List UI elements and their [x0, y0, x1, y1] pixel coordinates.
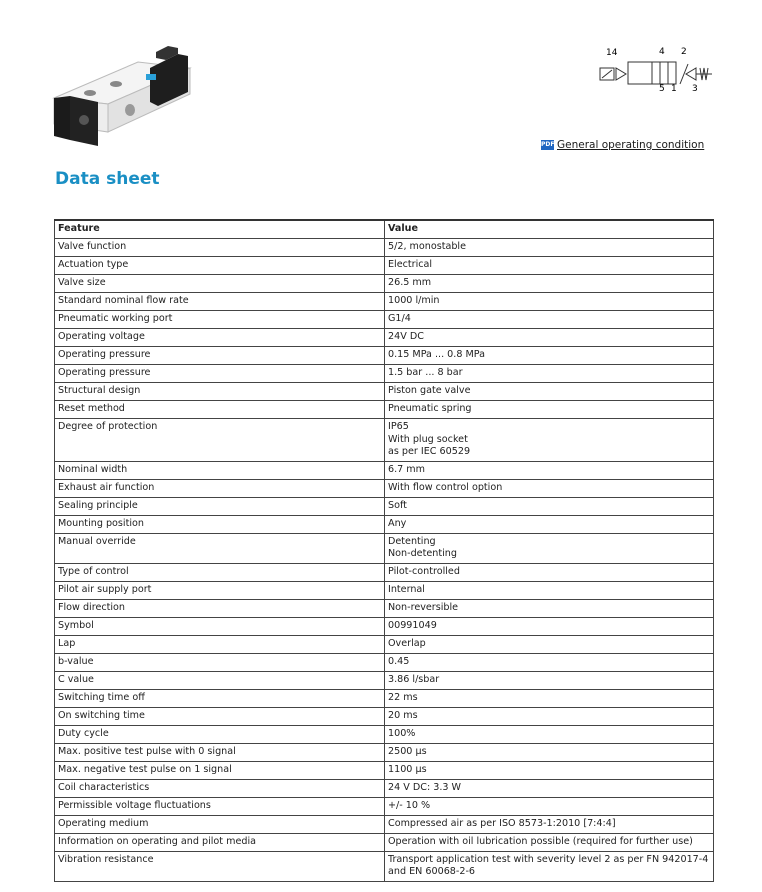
value-cell: Transport application test with severity level 2 as per FN 942017-4 and EN 60068-2-6	[385, 851, 714, 881]
feature-cell: Type of control	[55, 563, 385, 581]
table-row	[55, 743, 714, 761]
table-row	[55, 347, 714, 365]
port-label-4: 4	[659, 47, 665, 57]
table-header-row	[55, 220, 714, 239]
general-operating-condition-link-group[interactable]	[541, 139, 704, 151]
value-cell: Non-reversible	[385, 599, 714, 617]
data-sheet-table	[54, 219, 714, 882]
feature-cell: Nominal width	[55, 461, 385, 479]
value-cell: Compressed air as per ISO 8573-1:2010 [7:4:4]	[385, 815, 714, 833]
table-row	[55, 515, 714, 533]
port-label-2: 2	[681, 47, 687, 57]
feature-cell: b-value	[55, 653, 385, 671]
table-row	[55, 293, 714, 311]
feature-cell: Symbol	[55, 617, 385, 635]
value-cell: Piston gate valve	[385, 383, 714, 401]
feature-cell: Coil characteristics	[55, 779, 385, 797]
table-row	[55, 581, 714, 599]
table-row	[55, 635, 714, 653]
value-cell: 2500 µs	[385, 743, 714, 761]
feature-cell: Pneumatic working port	[55, 311, 385, 329]
column-header-feature: Feature	[55, 220, 385, 239]
value-cell: 24V DC	[385, 329, 714, 347]
value-cell: 3.86 l/sbar	[385, 671, 714, 689]
value-cell: Overlap	[385, 635, 714, 653]
valve-symbol-diagram	[596, 44, 716, 94]
table-row	[55, 329, 714, 347]
value-cell: Soft	[385, 497, 714, 515]
table-row	[55, 761, 714, 779]
value-cell: 22 ms	[385, 689, 714, 707]
value-cell: 1100 µs	[385, 761, 714, 779]
value-cell: 0.15 MPa ... 0.8 MPa	[385, 347, 714, 365]
table-row	[55, 725, 714, 743]
table-row	[55, 365, 714, 383]
value-cell: 1000 l/min	[385, 293, 714, 311]
value-cell: +/- 10 %	[385, 797, 714, 815]
feature-cell: Information on operating and pilot media	[55, 833, 385, 851]
value-cell: 5/2, monostable	[385, 239, 714, 257]
table-row	[55, 461, 714, 479]
feature-cell: C value	[55, 671, 385, 689]
table-row	[55, 383, 714, 401]
value-cell: Electrical	[385, 257, 714, 275]
table-row	[55, 479, 714, 497]
feature-cell: Switching time off	[55, 689, 385, 707]
table-row	[55, 833, 714, 851]
table-row	[55, 563, 714, 581]
product-image	[50, 40, 200, 150]
feature-cell: Reset method	[55, 401, 385, 419]
value-cell: 6.7 mm	[385, 461, 714, 479]
table-body	[55, 239, 714, 882]
feature-cell: Degree of protection	[55, 419, 385, 462]
table-row	[55, 311, 714, 329]
feature-cell: On switching time	[55, 707, 385, 725]
feature-cell: Exhaust air function	[55, 479, 385, 497]
table-row	[55, 275, 714, 293]
feature-cell: Sealing principle	[55, 497, 385, 515]
table-row	[55, 401, 714, 419]
table-row	[55, 689, 714, 707]
table-row	[55, 779, 714, 797]
feature-cell: Manual override	[55, 533, 385, 563]
table-row	[55, 653, 714, 671]
feature-cell: Valve size	[55, 275, 385, 293]
feature-cell: Operating pressure	[55, 365, 385, 383]
table-row	[55, 257, 714, 275]
value-cell: 00991049	[385, 617, 714, 635]
table-row	[55, 617, 714, 635]
value-cell: Any	[385, 515, 714, 533]
table-row	[55, 671, 714, 689]
feature-cell: Operating voltage	[55, 329, 385, 347]
feature-cell: Permissible voltage fluctuations	[55, 797, 385, 815]
value-cell: 26.5 mm	[385, 275, 714, 293]
column-header-value: Value	[385, 220, 714, 239]
feature-cell: Mounting position	[55, 515, 385, 533]
feature-cell: Structural design	[55, 383, 385, 401]
feature-cell: Valve function	[55, 239, 385, 257]
value-cell: Operation with oil lubrication possible (required for further use)	[385, 833, 714, 851]
feature-cell: Max. negative test pulse on 1 signal	[55, 761, 385, 779]
value-cell: Detenting Non-detenting	[385, 533, 714, 563]
table-row	[55, 419, 714, 462]
value-cell: Pilot-controlled	[385, 563, 714, 581]
feature-cell: Operating pressure	[55, 347, 385, 365]
value-cell: 24 V DC: 3.3 W	[385, 779, 714, 797]
table-row	[55, 497, 714, 515]
value-cell: 0.45	[385, 653, 714, 671]
pdf-icon: PDF	[541, 141, 555, 148]
port-label-14: 14	[606, 48, 618, 58]
feature-cell: Operating medium	[55, 815, 385, 833]
value-cell: With flow control option	[385, 479, 714, 497]
feature-cell: Vibration resistance	[55, 851, 385, 881]
table-row	[55, 851, 714, 881]
value-cell: G1/4	[385, 311, 714, 329]
table-row	[55, 797, 714, 815]
feature-cell: Pilot air supply port	[55, 581, 385, 599]
feature-cell: Duty cycle	[55, 725, 385, 743]
table-row	[55, 815, 714, 833]
table-row	[55, 239, 714, 257]
feature-cell: Lap	[55, 635, 385, 653]
table-row	[55, 707, 714, 725]
feature-cell: Flow direction	[55, 599, 385, 617]
value-cell: Internal	[385, 581, 714, 599]
value-cell: IP65 With plug socket as per IEC 60529	[385, 419, 714, 462]
value-cell: 20 ms	[385, 707, 714, 725]
feature-cell: Standard nominal flow rate	[55, 293, 385, 311]
general-operating-condition-link[interactable]: General operating condition	[557, 139, 705, 151]
feature-cell: Actuation type	[55, 257, 385, 275]
port-label-3: 3	[692, 84, 698, 94]
page-title: Data sheet	[55, 169, 160, 189]
value-cell: 100%	[385, 725, 714, 743]
table-row	[55, 533, 714, 563]
value-cell: 1.5 bar ... 8 bar	[385, 365, 714, 383]
feature-cell: Max. positive test pulse with 0 signal	[55, 743, 385, 761]
port-label-5: 5	[659, 84, 665, 94]
port-label-1: 1	[671, 84, 677, 94]
table-row	[55, 599, 714, 617]
value-cell: Pneumatic spring	[385, 401, 714, 419]
